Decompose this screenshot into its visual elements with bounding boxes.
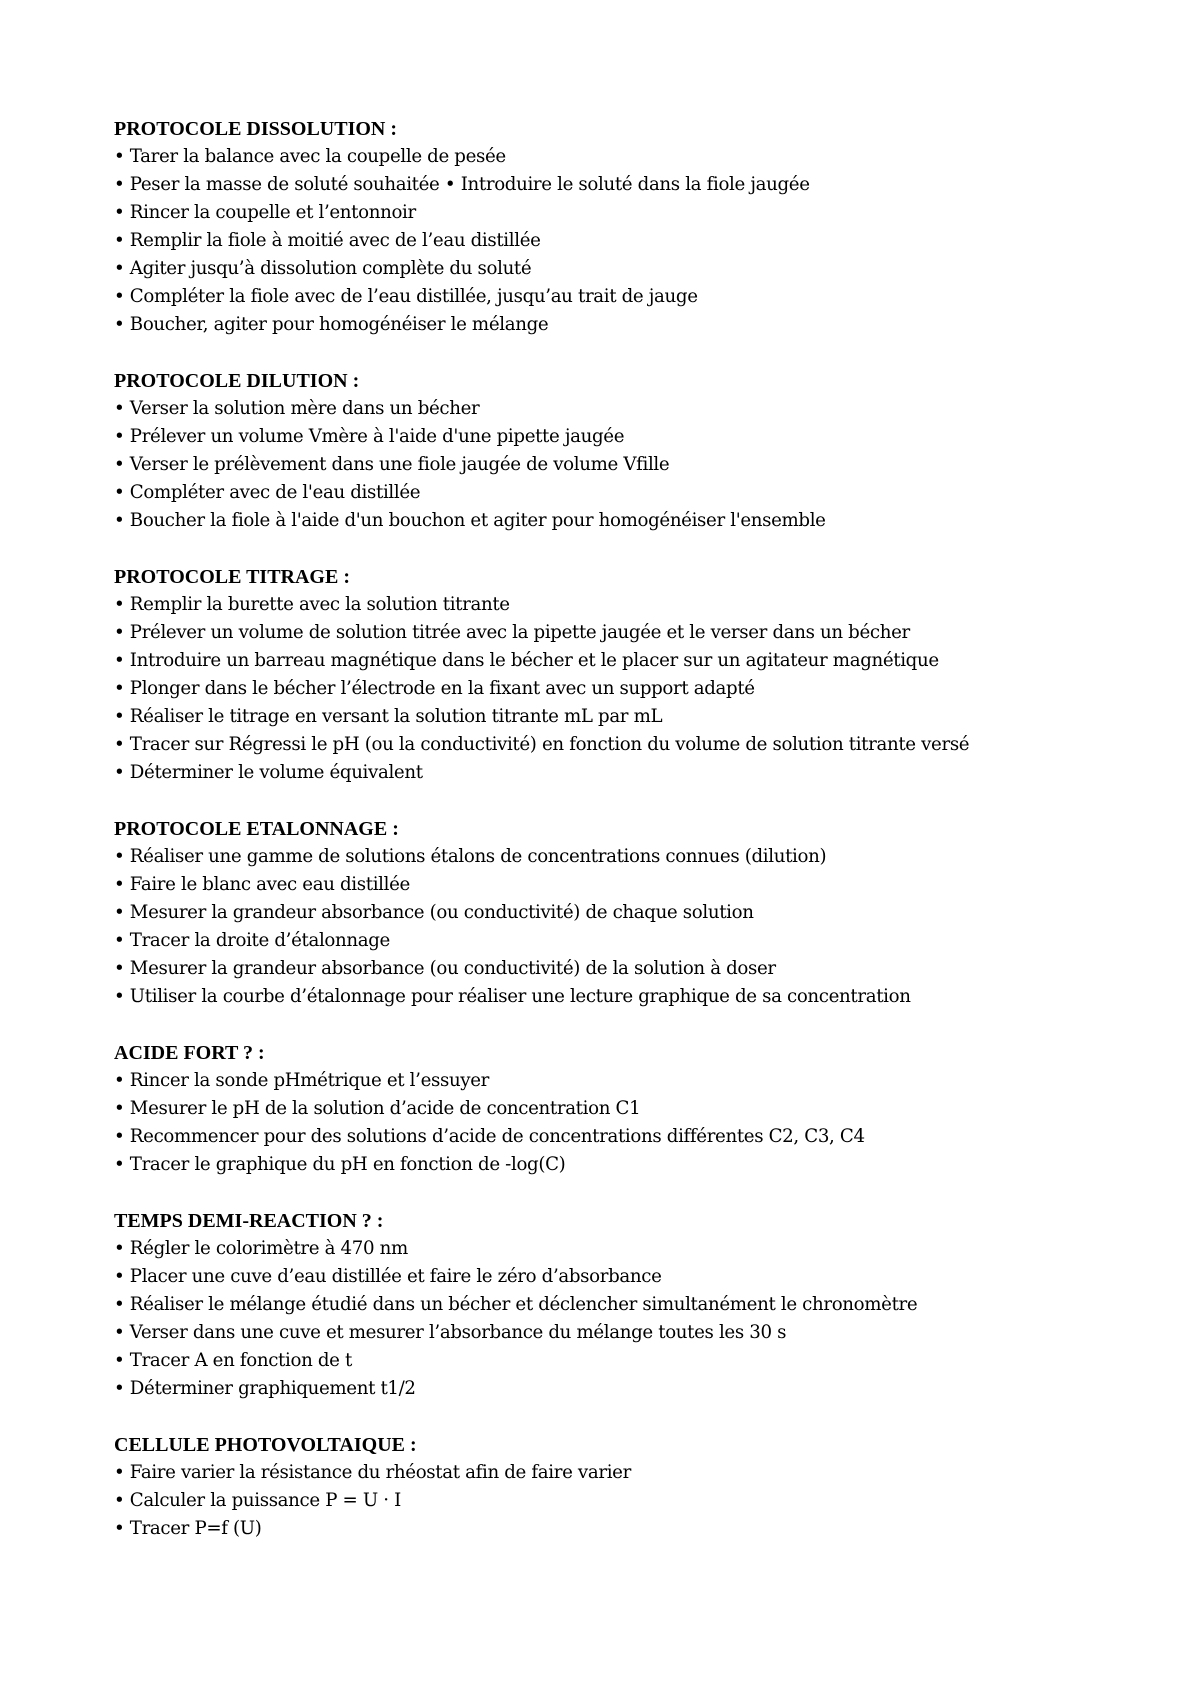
section-etalonnage <box>114 815 1134 1011</box>
list-item: • Utiliser la courbe d’étalonnage pour réaliser une lecture graphique de sa concentration <box>114 986 911 1007</box>
list-item: • Mesurer la grandeur absorbance (ou conductivité) de chaque solution <box>114 902 754 923</box>
list-item: • Compléter la fiole avec de l’eau distillée, jusqu’au trait de jauge <box>114 286 698 307</box>
list-item: • Déterminer graphiquement t1/2 <box>114 1378 416 1399</box>
list-item: • Régler le colorimètre à 470 nm <box>114 1238 408 1259</box>
list-item: • Remplir la burette avec la solution titrante <box>114 594 510 615</box>
list-item: • Rincer la coupelle et l’entonnoir <box>114 202 416 223</box>
list-item: • Tracer le graphique du pH en fonction de -log(C) <box>114 1154 566 1175</box>
section-dissolution <box>114 115 1134 339</box>
section-title: ACIDE FORT ? : <box>114 1042 265 1064</box>
list-item: • Agiter jusqu’à dissolution complète du soluté <box>114 258 532 279</box>
list-item: • Calculer la puissance P = U · I <box>114 1490 401 1511</box>
list-item: • Faire varier la résistance du rhéostat afin de faire varier <box>114 1462 631 1483</box>
list-item: • Réaliser une gamme de solutions étalons de concentrations connues (dilution) <box>114 846 827 867</box>
list-item: • Tracer P=f (U) <box>114 1518 262 1539</box>
list-item: • Compléter avec de l'eau distillée <box>114 482 421 503</box>
list-item: • Tracer la droite d’étalonnage <box>114 930 390 951</box>
list-item: • Réaliser le mélange étudié dans un bécher et déclencher simultanément le chronomètre <box>114 1294 918 1315</box>
section-titrage <box>114 563 1134 787</box>
list-item: • Prélever un volume de solution titrée avec la pipette jaugée et le verser dans un bécher <box>114 622 910 643</box>
list-item: • Placer une cuve d’eau distillée et faire le zéro d’absorbance <box>114 1266 662 1287</box>
list-item: • Tracer sur Régressi le pH (ou la conductivité) en fonction du volume de solution titrante versé <box>114 734 970 755</box>
list-item: • Mesurer le pH de la solution d’acide de concentration C1 <box>114 1098 641 1119</box>
list-item: • Recommencer pour des solutions d’acide de concentrations différentes C2, C3, C4 <box>114 1126 865 1147</box>
section-temps-demi-reaction <box>114 1207 1134 1403</box>
list-item: • Prélever un volume Vmère à l'aide d'une pipette jaugée <box>114 426 625 447</box>
document-page <box>114 115 1134 1571</box>
list-item: • Déterminer le volume équivalent <box>114 762 423 783</box>
section-title: PROTOCOLE TITRAGE : <box>114 566 350 588</box>
list-item: • Verser la solution mère dans un bécher <box>114 398 480 419</box>
section-title: PROTOCOLE DISSOLUTION : <box>114 118 398 140</box>
list-item: • Peser la masse de soluté souhaitée • Introduire le soluté dans la fiole jaugée <box>114 174 810 195</box>
list-item: • Mesurer la grandeur absorbance (ou conductivité) de la solution à doser <box>114 958 776 979</box>
section-title: PROTOCOLE DILUTION : <box>114 370 360 392</box>
list-item: • Introduire un barreau magnétique dans le bécher et le placer sur un agitateur magnétique <box>114 650 939 671</box>
list-item: • Plonger dans le bécher l’électrode en la fixant avec un support adapté <box>114 678 755 699</box>
list-item: • Boucher la fiole à l'aide d'un bouchon et agiter pour homogénéiser l'ensemble <box>114 510 826 531</box>
list-item: • Boucher, agiter pour homogénéiser le mélange <box>114 314 549 335</box>
section-title: PROTOCOLE ETALONNAGE : <box>114 818 399 840</box>
list-item: • Verser dans une cuve et mesurer l’absorbance du mélange toutes les 30 s <box>114 1322 787 1343</box>
list-item: • Verser le prélèvement dans une fiole jaugée de volume Vfille <box>114 454 670 475</box>
section-cellule-photovoltaique <box>114 1431 1134 1543</box>
section-title: CELLULE PHOTOVOLTAIQUE : <box>114 1434 417 1456</box>
section-acide-fort <box>114 1039 1134 1179</box>
list-item: • Tracer A en fonction de t <box>114 1350 352 1371</box>
section-dilution <box>114 367 1134 535</box>
section-title: TEMPS DEMI-REACTION ? : <box>114 1210 384 1232</box>
list-item: • Tarer la balance avec la coupelle de pesée <box>114 146 506 167</box>
list-item: • Faire le blanc avec eau distillée <box>114 874 410 895</box>
list-item: • Remplir la fiole à moitié avec de l’eau distillée <box>114 230 541 251</box>
list-item: • Rincer la sonde pHmétrique et l’essuyer <box>114 1070 489 1091</box>
list-item: • Réaliser le titrage en versant la solution titrante mL par mL <box>114 706 663 727</box>
